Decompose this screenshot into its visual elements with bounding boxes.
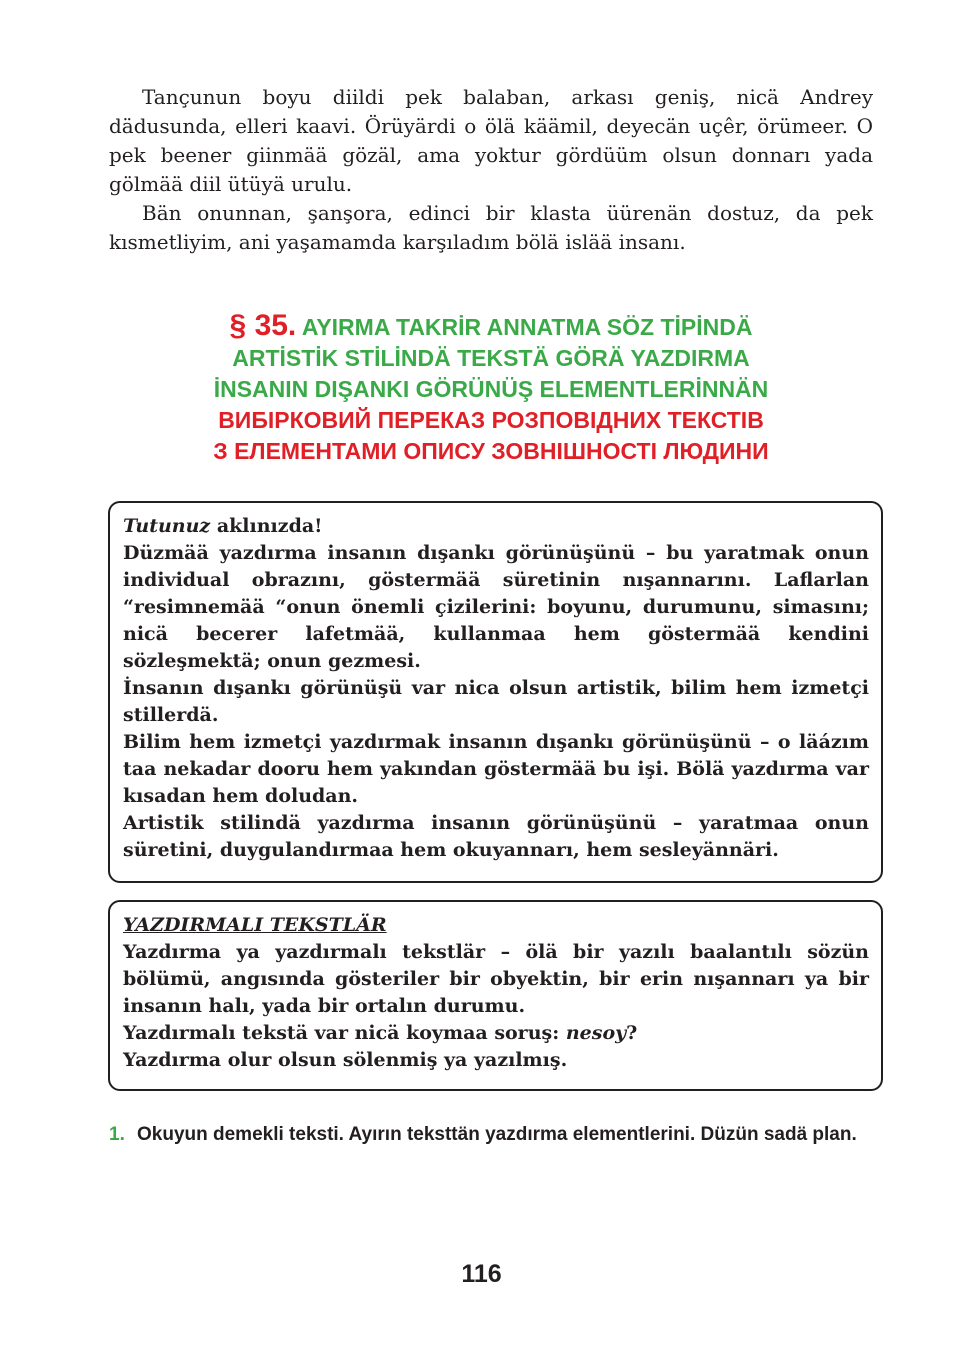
heading-line-ukrainian: З ЕЛЕМЕНТАМИ ОПИСУ ЗОВНІШНОСТІ ЛЮДИНИ [213, 438, 769, 464]
definition-title-text: YAZDIRMALI TEKSTLÄR [123, 914, 387, 936]
rule-lead [123, 513, 869, 540]
definition-italic-word: nesoy [565, 1022, 627, 1044]
rule-paragraph: Artistik stilindä yazdırma insanın görünüşünü – yaratmaa onun süretini, duygulandırmaa hem okuyannarı, hem sesleyännäri. [123, 812, 869, 861]
exercise-number: 1. [109, 1124, 125, 1145]
definition-paragraph: Yazdırma olur olsun sölenmiş ya yazılmış. [123, 1049, 568, 1071]
rule-paragraph: Bilim hem izmetçi yazdırmak insanın dışankı görünüşünü – o läázım taa nekadar dooru hem yakından göstermää bu işi. Bölä yazdırma var kısadan hem doludan. [123, 731, 869, 807]
section-number: § 35. [229, 309, 297, 342]
heading-line-gagauz: AYIRMA TAKRİR ANNATMA SÖZ TİPİNDÄ [301, 314, 753, 340]
section-heading [109, 310, 873, 467]
definition-paragraph [123, 1020, 869, 1047]
rule-lead-rest: aklınızda! [210, 515, 323, 537]
rule-paragraph: Düzmää yazdırma insanın dışankı görünüşünü – bu yaratmak onun individual obrazını, göstermää süretinin nışannarını. Laflarlan “resimnemää “onun önemli çizilerini: boyunu, durumunu, simasını; nicä becerer lafetmää, kullanmaa hem göstermää kendini sözleşmektä; onun gezmesi. [123, 542, 869, 672]
intro-paragraph: Tançunun boyu diildi pek balaban, arkası geniş, nicä Andrey dädusunda, elleri kaavi. Örüyärdi o ölä käämil, deyecän uçêr, örümeer. O pek beener giinmää gözäl, ama yoktur gördüüm olsun donnarı yada gölmää diil ütüyä urulu. [109, 85, 873, 196]
intro-paragraph: Bän onunnan, şanşora, edinci bir klasta üürenän dostuz, da pek kısmetliyim, ani yaşamamda karşıladım bölä islää insanı. [109, 201, 873, 254]
definition-paragraph: Yazdırma ya yazdırmalı tekstlär – ölä bir yazılı baalantılı sözün bölümü, angısında gösteriler bir obyektin, bir erin nışannarı ya bir insanın halı, yada bir ortalın durumu. [123, 941, 869, 1017]
page-number: 116 [461, 1260, 502, 1288]
definition-box [108, 900, 883, 1091]
heading-line-ukrainian: ВИБІРКОВИЙ ПЕРЕКАЗ РОЗПОВІДНИХ ТЕКСТІВ [218, 407, 764, 433]
rule-box [108, 501, 883, 883]
definition-title [123, 912, 869, 939]
heading-line-gagauz: ARTİSTİK STİLİNDÄ TEKSTÄ GÖRÄ YAZDIRMA [232, 345, 750, 371]
rule-lead-italic: Tutunuz [123, 515, 211, 537]
exercise-text: Okuyun demekli teksti. Ayırın teksttän yazdırma elementlerini. Düzün sadä plan. [137, 1124, 857, 1145]
intro-text [109, 83, 873, 257]
definition-text: Yazdırmalı tekstä var nicä koymaa soruş: [123, 1022, 566, 1044]
definition-text: ? [626, 1022, 638, 1044]
rule-paragraph: İnsanın dışankı görünüşü var nica olsun artistik, bilim hem izmetçi stillerdä. [123, 677, 869, 726]
exercise [109, 1121, 873, 1149]
heading-line-gagauz: İNSANIN DIŞANKI GÖRÜNÜŞ ELEMENTLERİNNÄN [213, 376, 769, 402]
